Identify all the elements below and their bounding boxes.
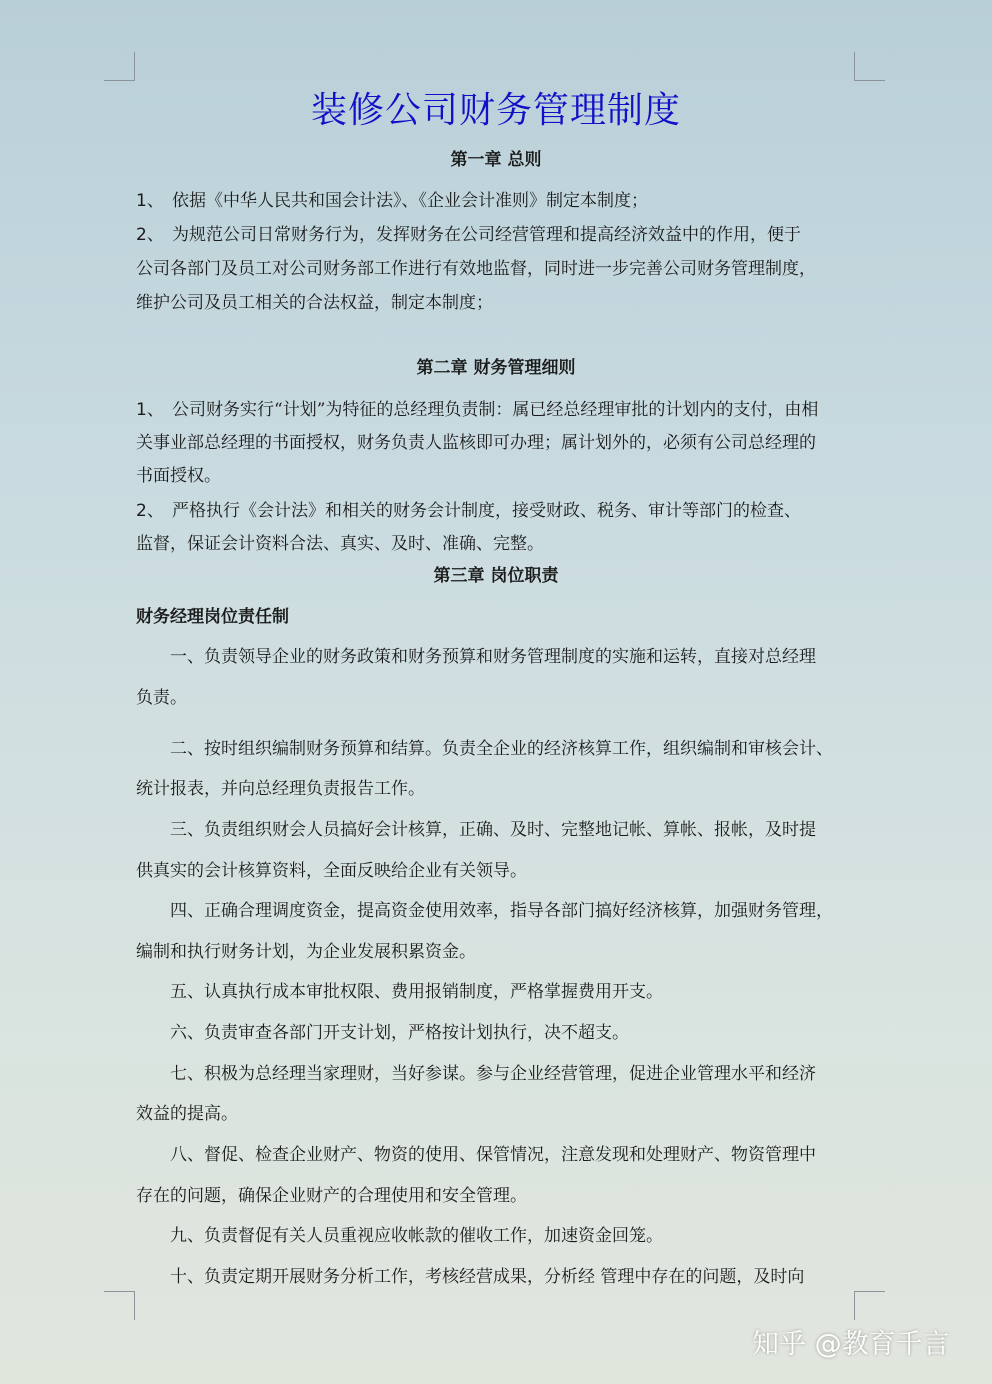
text-line: 书面授权。 [136, 466, 221, 486]
item-number: 2、 [136, 225, 164, 245]
duty-4-line-2: 编制和执行财务计划，为企业发展积累资金。 [136, 942, 476, 962]
duty-3-line-2: 供真实的会计核算资料，全面反映给企业有关领导。 [136, 861, 527, 881]
duty-3-line-1: 三、负责组织财会人员搞好会计核算，正确、及时、完整地记帐、算帐、报帐，及时提 [170, 820, 816, 840]
page-corner-bottom-left [104, 1291, 135, 1320]
duty-4-line-1: 四、正确合理调度资金，提高资金使用效率，指导各部门搞好经济核算，加强财务管理， [170, 901, 833, 921]
chapter-1-item-1 [136, 186, 856, 211]
chapter-2-heading: 第二章 财务管理细则 [416, 358, 576, 378]
page-corner-top-right [854, 52, 885, 81]
text-line: 公司各部门及员工对公司财务部工作进行有效地监督，同时进一步完善公司财务管理制度， [136, 259, 816, 279]
text-line: 监督，保证会计资料合法、真实、及时、准确、完整。 [136, 534, 544, 554]
chapter-2-item-2 [136, 496, 856, 521]
page-corner-top-left [104, 52, 135, 81]
item-number: 1、 [136, 191, 164, 211]
chapter-1-item-2 [136, 220, 856, 245]
duty-2-line-1: 二、按时组织编制财务预算和结算。负责全企业的经济核算工作，组织编制和审核会计、 [170, 739, 833, 759]
item-text: 为规范公司日常财务行为，发挥财务在公司经营管理和提高经济效益中的作用，便于 [172, 225, 801, 245]
duty-9: 九、负责督促有关人员重视应收帐款的催收工作，加速资金回笼。 [170, 1226, 663, 1246]
item-text: 公司财务实行“计划”为特征的总经理负责制：属已经总经理审批的计划内的支付，由相 [172, 400, 819, 420]
duty-8-line-2: 存在的问题，确保企业财产的合理使用和安全管理。 [136, 1186, 527, 1206]
duty-7-line-1: 七、积极为总经理当家理财，当好参谋。参与企业经营管理，促进企业管理水平和经济 [170, 1064, 816, 1084]
chapter-3-heading: 第三章 岗位职责 [433, 566, 559, 586]
item-number: 1、 [136, 400, 164, 420]
item-number: 2、 [136, 501, 164, 521]
page-corner-bottom-right [854, 1291, 885, 1320]
document-title: 装修公司财务管理制度 [310, 90, 681, 131]
text-line: 维护公司及员工相关的合法权益，制定本制度； [136, 293, 493, 313]
item-text: 严格执行《会计法》和相关的财务会计制度，接受财政、税务、审计等部门的检查、 [172, 501, 801, 521]
duty-7-line-2: 效益的提高。 [136, 1104, 238, 1124]
duty-2-line-2: 统计报表，并向总经理负责报告工作。 [136, 779, 425, 799]
chapter-2-item-1 [136, 395, 856, 420]
duty-1-line-2: 负责。 [136, 688, 187, 708]
item-text: 依据《中华人民共和国会计法》、《企业会计准则》制定本制度； [172, 191, 648, 211]
watermark: 知乎 @教育千言 [752, 1329, 950, 1360]
duty-5: 五、认真执行成本审批权限、费用报销制度，严格掌握费用开支。 [170, 982, 663, 1002]
chapter-1-heading: 第一章 总则 [450, 150, 542, 170]
duty-1-line-1: 一、负责领导企业的财务政策和财务预算和财务管理制度的实施和运转，直接对总经理 [170, 647, 816, 667]
section-subheading: 财务经理岗位责任制 [136, 607, 289, 627]
duty-6: 六、负责审查各部门开支计划，严格按计划执行，决不超支。 [170, 1023, 629, 1043]
text-line: 关事业部总经理的书面授权，财务负责人监核即可办理；属计划外的，必须有公司总经理的 [136, 433, 816, 453]
duty-8-line-1: 八、督促、检查企业财产、物资的使用、保管情况，注意发现和处理财产、物资管理中 [170, 1145, 816, 1165]
duty-10-line-1: 十、负责定期开展财务分析工作，考核经营成果，分析经 管理中存在的问题，及时向 [170, 1267, 805, 1287]
